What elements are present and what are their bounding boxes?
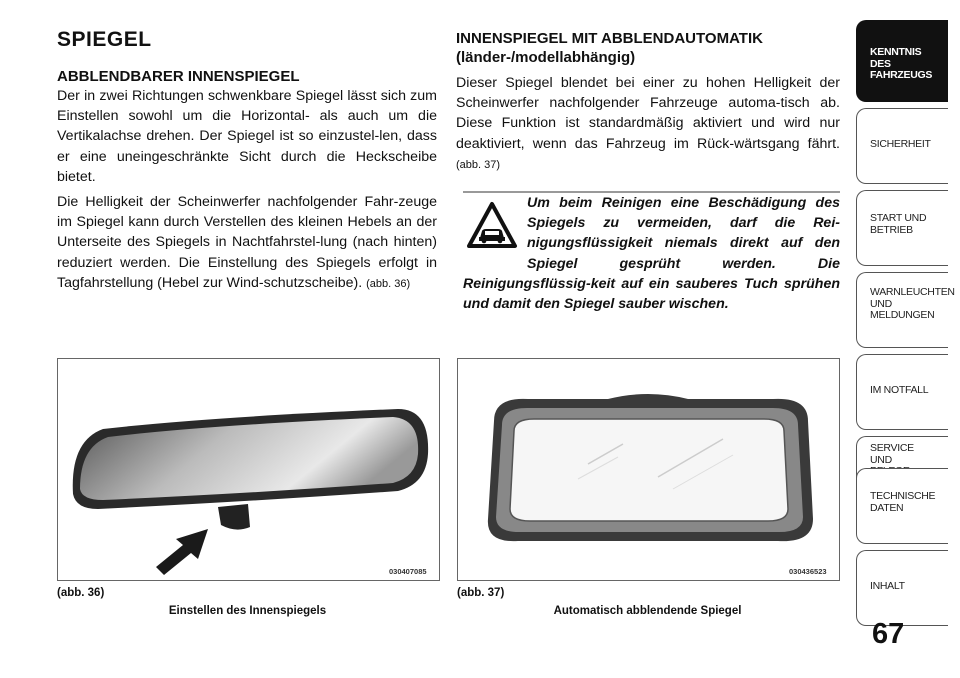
tab-label-line: DATEN (870, 501, 904, 514)
figure-code-36: 030407085 (389, 567, 427, 576)
figure-reference-36[interactable]: (abb. 36) (366, 277, 411, 290)
tab-label-line: IM NOTFALL (870, 384, 929, 396)
warning-box (463, 193, 840, 314)
auto-dimming-mirror-illustration (458, 359, 839, 580)
tab-im-notfall[interactable] (856, 354, 948, 430)
tab-label-line: INHALT (870, 580, 905, 592)
rearview-mirror-illustration (58, 359, 439, 580)
subheading-dimmable-mirror: ABBLENDBARER INNENSPIEGEL (57, 68, 300, 85)
figure-36 (57, 358, 440, 581)
tab-label-line: WARNLEUCHTEN (870, 286, 955, 298)
warning-triangle-car-icon (463, 198, 521, 260)
figure-36-ref: (abb. 36) (57, 587, 105, 599)
figure-37-caption: Automatisch abblendende Spiegel (553, 605, 742, 617)
right-paragraph-text: Dieser Spiegel blendet bei einer zu hohen Helligkeit der Scheinwerfer nachfolgender Fahrzeuge automa-tisch ab. Diese Funktion ist standardmäßig aktiviert und wird nur deaktiviert, wenn das Fahrzeug im Rück-wärtsgang fährt. (456, 75, 840, 152)
tab-label-line: SERVICE (870, 442, 914, 454)
tab-sicherheit[interactable] (856, 108, 948, 184)
tab-inhalt[interactable] (856, 550, 948, 626)
tab-label-line: TECHNISCHE (870, 490, 936, 502)
tab-label-line: UND (870, 453, 892, 466)
section-title: SPIEGEL (57, 28, 152, 51)
tab-label-line: SICHERHEIT (870, 138, 931, 150)
arrow-icon (156, 529, 208, 575)
subheading-line-1: INNENSPIEGEL MIT ABBLENDAUTOMATIK (456, 30, 763, 47)
tab-kenntnis-des-fahrzeugs[interactable] (856, 20, 948, 102)
figure-37 (457, 358, 840, 581)
subheading-auto-dimming-mirror (456, 29, 840, 67)
tab-technische-daten[interactable] (856, 468, 948, 544)
tab-label-line: FAHRZEUGS (870, 69, 933, 81)
tab-label-line: KENNTNIS (870, 46, 922, 58)
tab-start-und-betrieb[interactable] (856, 190, 948, 266)
tab-label-line: MELDUNGEN (870, 309, 935, 321)
left-paragraph-1: Der in zwei Richtungen schwenkbare Spiegel lässt sich zum Einstellen sowohl um die Horizontal- als auch um die Vertikalachse drehen. Der Spiegel ist so einzustel-len, dass er eine uneingeschränkte Sicht durch die Heckscheibe bietet. (57, 88, 437, 185)
warning-text: Um beim Reinigen eine Beschädigung des Spiegels zu vermeiden, darf die Rei-nigungsflüssigkeit niemals direkt auf den Spiegel gesprüht werden. Die Reinigungsflüssig-keit auf ein sauberes Tuch sprühen und damit den Spiegel sauber wischen. (463, 195, 840, 313)
tab-label-line: UND (870, 297, 892, 310)
tab-warnleuchten-und-meldungen[interactable] (856, 272, 955, 348)
tab-label-line: DES (870, 57, 891, 70)
figure-37-ref: (abb. 37) (457, 587, 505, 599)
left-paragraph-2 (57, 192, 437, 294)
tab-label-line: START UND (870, 212, 927, 224)
page-number: 67 (872, 618, 905, 650)
figure-36-caption: Einstellen des Innenspiegels (168, 605, 327, 617)
tab-label-line: BETRIEB (870, 223, 913, 236)
right-paragraph (456, 73, 840, 175)
subheading-line-2: (länder-/modellabhängig) (456, 49, 636, 66)
figure-code-37: 030436523 (789, 567, 827, 576)
figure-reference-37[interactable]: (abb. 37) (456, 158, 501, 171)
left-paragraph-2-text: Die Helligkeit der Scheinwerfer nachfolgender Fahr-zeuge im Spiegel kann durch Verstellen des kleinen Hebels an der Unterseite des Spiegels in Nachtfahrstel-lung (nach hinten) reduziert werden. Die Einstellung des Spiegels erfolgt in Tagfahrstellung (Hebel zur Wind-schutzscheibe). (57, 194, 437, 291)
